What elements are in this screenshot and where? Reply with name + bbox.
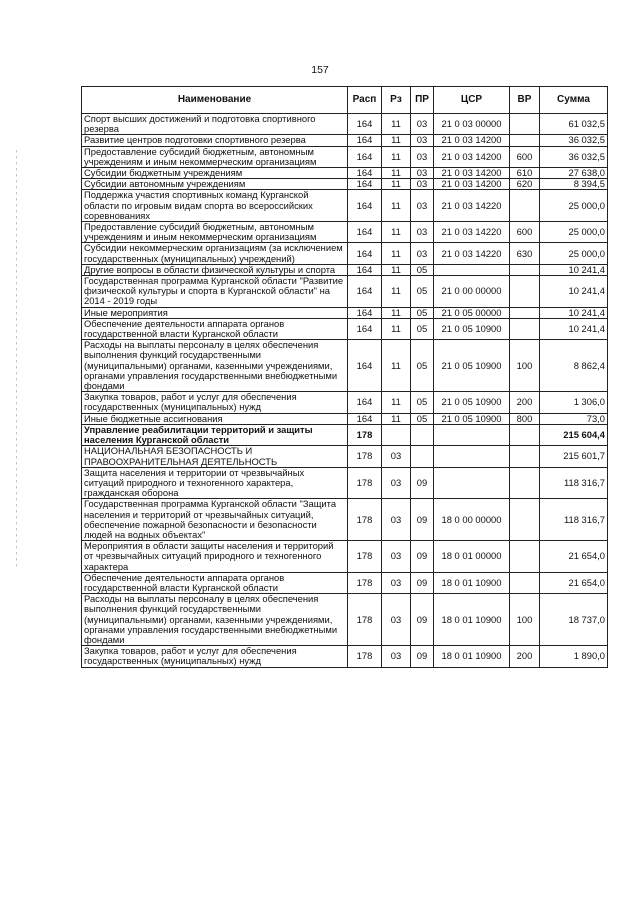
table-row	[82, 594, 608, 646]
table-row	[82, 135, 608, 146]
row-sum-cell: 8 394,5	[540, 179, 608, 190]
row-vr-cell: 620	[510, 179, 540, 190]
row-sum-cell: 215 601,7	[540, 446, 608, 467]
row-pr-cell	[411, 446, 434, 467]
row-vr-cell	[510, 264, 540, 275]
budget-table	[81, 86, 608, 668]
row-csr-cell: 21 0 05 10900	[434, 340, 510, 392]
row-vr-cell	[510, 318, 540, 339]
row-sum-cell: 25 000,0	[540, 190, 608, 222]
row-name-cell: Расходы на выплаты персоналу в целях обеспечения выполнения функций государственными (муниципальными) органами, казенными учреждениями, органами управления государственными внебюджетными фондами	[82, 340, 348, 392]
table-row	[82, 646, 608, 667]
row-rasp-cell: 164	[348, 146, 382, 167]
row-rz-cell: 11	[382, 146, 411, 167]
row-sum-cell: 215 604,4	[540, 424, 608, 445]
table-row	[82, 222, 608, 243]
row-vr-cell	[510, 190, 540, 222]
row-sum-cell: 36 032,5	[540, 146, 608, 167]
row-rz-cell: 11	[382, 276, 411, 308]
column-header-pr: ПР	[411, 87, 434, 114]
row-name-cell: Развитие центров подготовки спортивного резерва	[82, 135, 348, 146]
row-csr-cell: 21 0 03 14200	[434, 179, 510, 190]
row-vr-cell	[510, 499, 540, 541]
row-pr-cell: 05	[411, 307, 434, 318]
row-csr-cell	[434, 467, 510, 499]
row-pr-cell: 03	[411, 168, 434, 179]
row-csr-cell: 18 0 01 00000	[434, 541, 510, 573]
row-rz-cell	[382, 424, 411, 445]
row-pr-cell: 05	[411, 413, 434, 424]
row-vr-cell: 100	[510, 594, 540, 646]
row-name-cell: Субсидии бюджетным учреждениям	[82, 168, 348, 179]
row-name-cell: Государственная программа Курганской области "Развитие физической культуры и спорта в Курганской области" на 2014 - 2019 годы	[82, 276, 348, 308]
row-pr-cell: 03	[411, 243, 434, 264]
row-rz-cell: 11	[382, 413, 411, 424]
row-rasp-cell: 178	[348, 572, 382, 593]
margin-dotted-line	[16, 150, 17, 570]
row-rasp-cell: 164	[348, 340, 382, 392]
row-name-cell: Мероприятия в области защиты населения и территорий от чрезвычайных ситуаций природного и техногенного характера	[82, 541, 348, 573]
header-row	[82, 87, 608, 114]
table-row	[82, 340, 608, 392]
column-header-name: Наименование	[82, 87, 348, 114]
row-rz-cell: 11	[382, 168, 411, 179]
row-rasp-cell: 164	[348, 114, 382, 135]
row-vr-cell: 100	[510, 340, 540, 392]
row-pr-cell: 09	[411, 572, 434, 593]
table-row	[82, 424, 608, 445]
row-rz-cell: 03	[382, 467, 411, 499]
row-csr-cell: 21 0 03 14220	[434, 190, 510, 222]
table-row	[82, 572, 608, 593]
row-rz-cell: 11	[382, 392, 411, 413]
row-sum-cell: 21 654,0	[540, 572, 608, 593]
row-rasp-cell: 178	[348, 541, 382, 573]
row-csr-cell: 21 0 03 14220	[434, 243, 510, 264]
row-rz-cell: 03	[382, 572, 411, 593]
row-csr-cell: 21 0 05 00000	[434, 307, 510, 318]
row-rasp-cell: 178	[348, 446, 382, 467]
table-row	[82, 243, 608, 264]
row-rz-cell: 11	[382, 222, 411, 243]
row-pr-cell: 09	[411, 499, 434, 541]
row-rasp-cell: 178	[348, 467, 382, 499]
row-sum-cell: 118 316,7	[540, 467, 608, 499]
row-rz-cell: 11	[382, 340, 411, 392]
row-rz-cell: 03	[382, 594, 411, 646]
row-csr-cell: 21 0 05 10900	[434, 392, 510, 413]
row-pr-cell: 09	[411, 594, 434, 646]
row-rz-cell: 03	[382, 541, 411, 573]
column-header-sum: Сумма	[540, 87, 608, 114]
table-row	[82, 467, 608, 499]
row-rasp-cell: 178	[348, 424, 382, 445]
table-body	[82, 114, 608, 668]
table-row	[82, 446, 608, 467]
row-pr-cell: 05	[411, 392, 434, 413]
row-name-cell: Предоставление субсидий бюджетным, автономным учреждениям и иным некоммерческим организациям	[82, 146, 348, 167]
row-rz-cell: 11	[382, 264, 411, 275]
row-csr-cell: 21 0 05 10900	[434, 413, 510, 424]
row-vr-cell: 800	[510, 413, 540, 424]
row-name-cell: Обеспечение деятельности аппарата органов государственной власти Курганской области	[82, 318, 348, 339]
row-sum-cell: 36 032,5	[540, 135, 608, 146]
row-name-cell: НАЦИОНАЛЬНАЯ БЕЗОПАСНОСТЬ И ПРАВООХРАНИТЕЛЬНАЯ ДЕЯТЕЛЬНОСТЬ	[82, 446, 348, 467]
page-number: 157	[311, 64, 329, 76]
row-name-cell: Предоставление субсидий бюджетным, автономным учреждениям и иным некоммерческим организациям	[82, 222, 348, 243]
row-csr-cell: 21 0 03 00000	[434, 114, 510, 135]
row-vr-cell	[510, 446, 540, 467]
row-sum-cell: 25 000,0	[540, 222, 608, 243]
table-row	[82, 168, 608, 179]
row-sum-cell: 18 737,0	[540, 594, 608, 646]
row-csr-cell: 21 0 03 14200	[434, 135, 510, 146]
row-vr-cell: 610	[510, 168, 540, 179]
row-rasp-cell: 164	[348, 413, 382, 424]
row-rz-cell: 03	[382, 499, 411, 541]
row-pr-cell: 03	[411, 190, 434, 222]
row-vr-cell: 630	[510, 243, 540, 264]
row-name-cell: Закупка товаров, работ и услуг для обеспечения государственных (муниципальных) нужд	[82, 646, 348, 667]
row-vr-cell	[510, 114, 540, 135]
row-pr-cell: 05	[411, 276, 434, 308]
row-rz-cell: 03	[382, 446, 411, 467]
table-row	[82, 146, 608, 167]
column-header-rz: Рз	[382, 87, 411, 114]
table-row	[82, 541, 608, 573]
row-csr-cell: 21 0 00 00000	[434, 276, 510, 308]
row-pr-cell: 09	[411, 646, 434, 667]
row-name-cell: Другие вопросы в области физической культуры и спорта	[82, 264, 348, 275]
row-rasp-cell: 164	[348, 318, 382, 339]
row-pr-cell	[411, 424, 434, 445]
row-csr-cell: 21 0 03 14200	[434, 168, 510, 179]
row-vr-cell	[510, 572, 540, 593]
row-pr-cell: 05	[411, 340, 434, 392]
row-vr-cell	[510, 135, 540, 146]
table-row	[82, 190, 608, 222]
row-rasp-cell: 164	[348, 276, 382, 308]
column-header-vr: ВР	[510, 87, 540, 114]
row-vr-cell: 200	[510, 646, 540, 667]
row-pr-cell: 03	[411, 222, 434, 243]
row-rz-cell: 03	[382, 646, 411, 667]
row-rasp-cell: 164	[348, 135, 382, 146]
table-row	[82, 413, 608, 424]
row-rasp-cell: 164	[348, 392, 382, 413]
row-pr-cell: 05	[411, 318, 434, 339]
row-sum-cell: 21 654,0	[540, 541, 608, 573]
row-rasp-cell: 178	[348, 499, 382, 541]
row-name-cell: Субсидии автономным учреждениям	[82, 179, 348, 190]
table-row	[82, 264, 608, 275]
row-vr-cell	[510, 424, 540, 445]
row-sum-cell: 73,0	[540, 413, 608, 424]
row-rasp-cell: 164	[348, 307, 382, 318]
row-rasp-cell: 164	[348, 264, 382, 275]
column-header-rasp: Расп	[348, 87, 382, 114]
row-csr-cell: 21 0 03 14200	[434, 146, 510, 167]
row-rasp-cell: 164	[348, 179, 382, 190]
row-pr-cell: 03	[411, 146, 434, 167]
row-pr-cell: 05	[411, 264, 434, 275]
table-row	[82, 392, 608, 413]
row-sum-cell: 1 890,0	[540, 646, 608, 667]
row-pr-cell: 03	[411, 135, 434, 146]
row-name-cell: Спорт высших достижений и подготовка спортивного резерва	[82, 114, 348, 135]
row-name-cell: Иные бюджетные ассигнования	[82, 413, 348, 424]
row-name-cell: Защита населения и территории от чрезвычайных ситуаций природного и техногенного характера, гражданская оборона	[82, 467, 348, 499]
row-name-cell: Закупка товаров, работ и услуг для обеспечения государственных (муниципальных) нужд	[82, 392, 348, 413]
table-row	[82, 307, 608, 318]
row-csr-cell: 18 0 01 10900	[434, 594, 510, 646]
table-row	[82, 276, 608, 308]
row-rz-cell: 11	[382, 243, 411, 264]
row-sum-cell: 1 306,0	[540, 392, 608, 413]
column-header-csr: ЦСР	[434, 87, 510, 114]
row-sum-cell: 25 000,0	[540, 243, 608, 264]
row-sum-cell: 10 241,4	[540, 307, 608, 318]
row-pr-cell: 03	[411, 114, 434, 135]
row-sum-cell: 8 862,4	[540, 340, 608, 392]
row-vr-cell	[510, 467, 540, 499]
row-sum-cell: 27 638,0	[540, 168, 608, 179]
row-vr-cell: 600	[510, 222, 540, 243]
row-rasp-cell: 178	[348, 646, 382, 667]
row-vr-cell: 600	[510, 146, 540, 167]
table-row	[82, 318, 608, 339]
row-rz-cell: 11	[382, 114, 411, 135]
row-name-cell: Иные мероприятия	[82, 307, 348, 318]
row-rasp-cell: 164	[348, 190, 382, 222]
row-vr-cell	[510, 307, 540, 318]
row-rz-cell: 11	[382, 135, 411, 146]
row-rz-cell: 11	[382, 318, 411, 339]
row-name-cell: Управление реабилитации территорий и защиты населения Курганской области	[82, 424, 348, 445]
row-sum-cell: 10 241,4	[540, 264, 608, 275]
table-row	[82, 499, 608, 541]
row-rasp-cell: 178	[348, 594, 382, 646]
row-pr-cell: 09	[411, 467, 434, 499]
row-name-cell: Поддержка участия спортивных команд Курганской области по игровым видам спорта во всероссийских соревнованиях	[82, 190, 348, 222]
row-sum-cell: 10 241,4	[540, 318, 608, 339]
row-rasp-cell: 164	[348, 168, 382, 179]
row-csr-cell: 18 0 00 00000	[434, 499, 510, 541]
row-csr-cell	[434, 264, 510, 275]
table-row	[82, 114, 608, 135]
row-rasp-cell: 164	[348, 222, 382, 243]
row-name-cell: Расходы на выплаты персоналу в целях обеспечения выполнения функций государственными (муниципальными) органами, казенными учреждениями, органами управления государственными внебюджетными фондами	[82, 594, 348, 646]
row-vr-cell	[510, 541, 540, 573]
row-csr-cell	[434, 446, 510, 467]
row-csr-cell: 18 0 01 10900	[434, 572, 510, 593]
row-vr-cell	[510, 276, 540, 308]
row-rasp-cell: 164	[348, 243, 382, 264]
row-name-cell: Субсидии некоммерческим организациям (за исключением государственных (муниципальных) учреждений)	[82, 243, 348, 264]
row-csr-cell: 21 0 03 14220	[434, 222, 510, 243]
row-rz-cell: 11	[382, 307, 411, 318]
row-rz-cell: 11	[382, 190, 411, 222]
row-name-cell: Государственная программа Курганской области "Защита населения и территорий от чрезвычайных ситуаций, обеспечение пожарной безопасности и безопасности людей на водных объектах"	[82, 499, 348, 541]
row-sum-cell: 61 032,5	[540, 114, 608, 135]
row-pr-cell: 09	[411, 541, 434, 573]
row-sum-cell: 118 316,7	[540, 499, 608, 541]
row-csr-cell: 21 0 05 10900	[434, 318, 510, 339]
row-vr-cell: 200	[510, 392, 540, 413]
row-rz-cell: 11	[382, 179, 411, 190]
row-csr-cell: 18 0 01 10900	[434, 646, 510, 667]
row-csr-cell	[434, 424, 510, 445]
row-pr-cell: 03	[411, 179, 434, 190]
table-row	[82, 179, 608, 190]
row-name-cell: Обеспечение деятельности аппарата органов государственной власти Курганской области	[82, 572, 348, 593]
row-sum-cell: 10 241,4	[540, 276, 608, 308]
